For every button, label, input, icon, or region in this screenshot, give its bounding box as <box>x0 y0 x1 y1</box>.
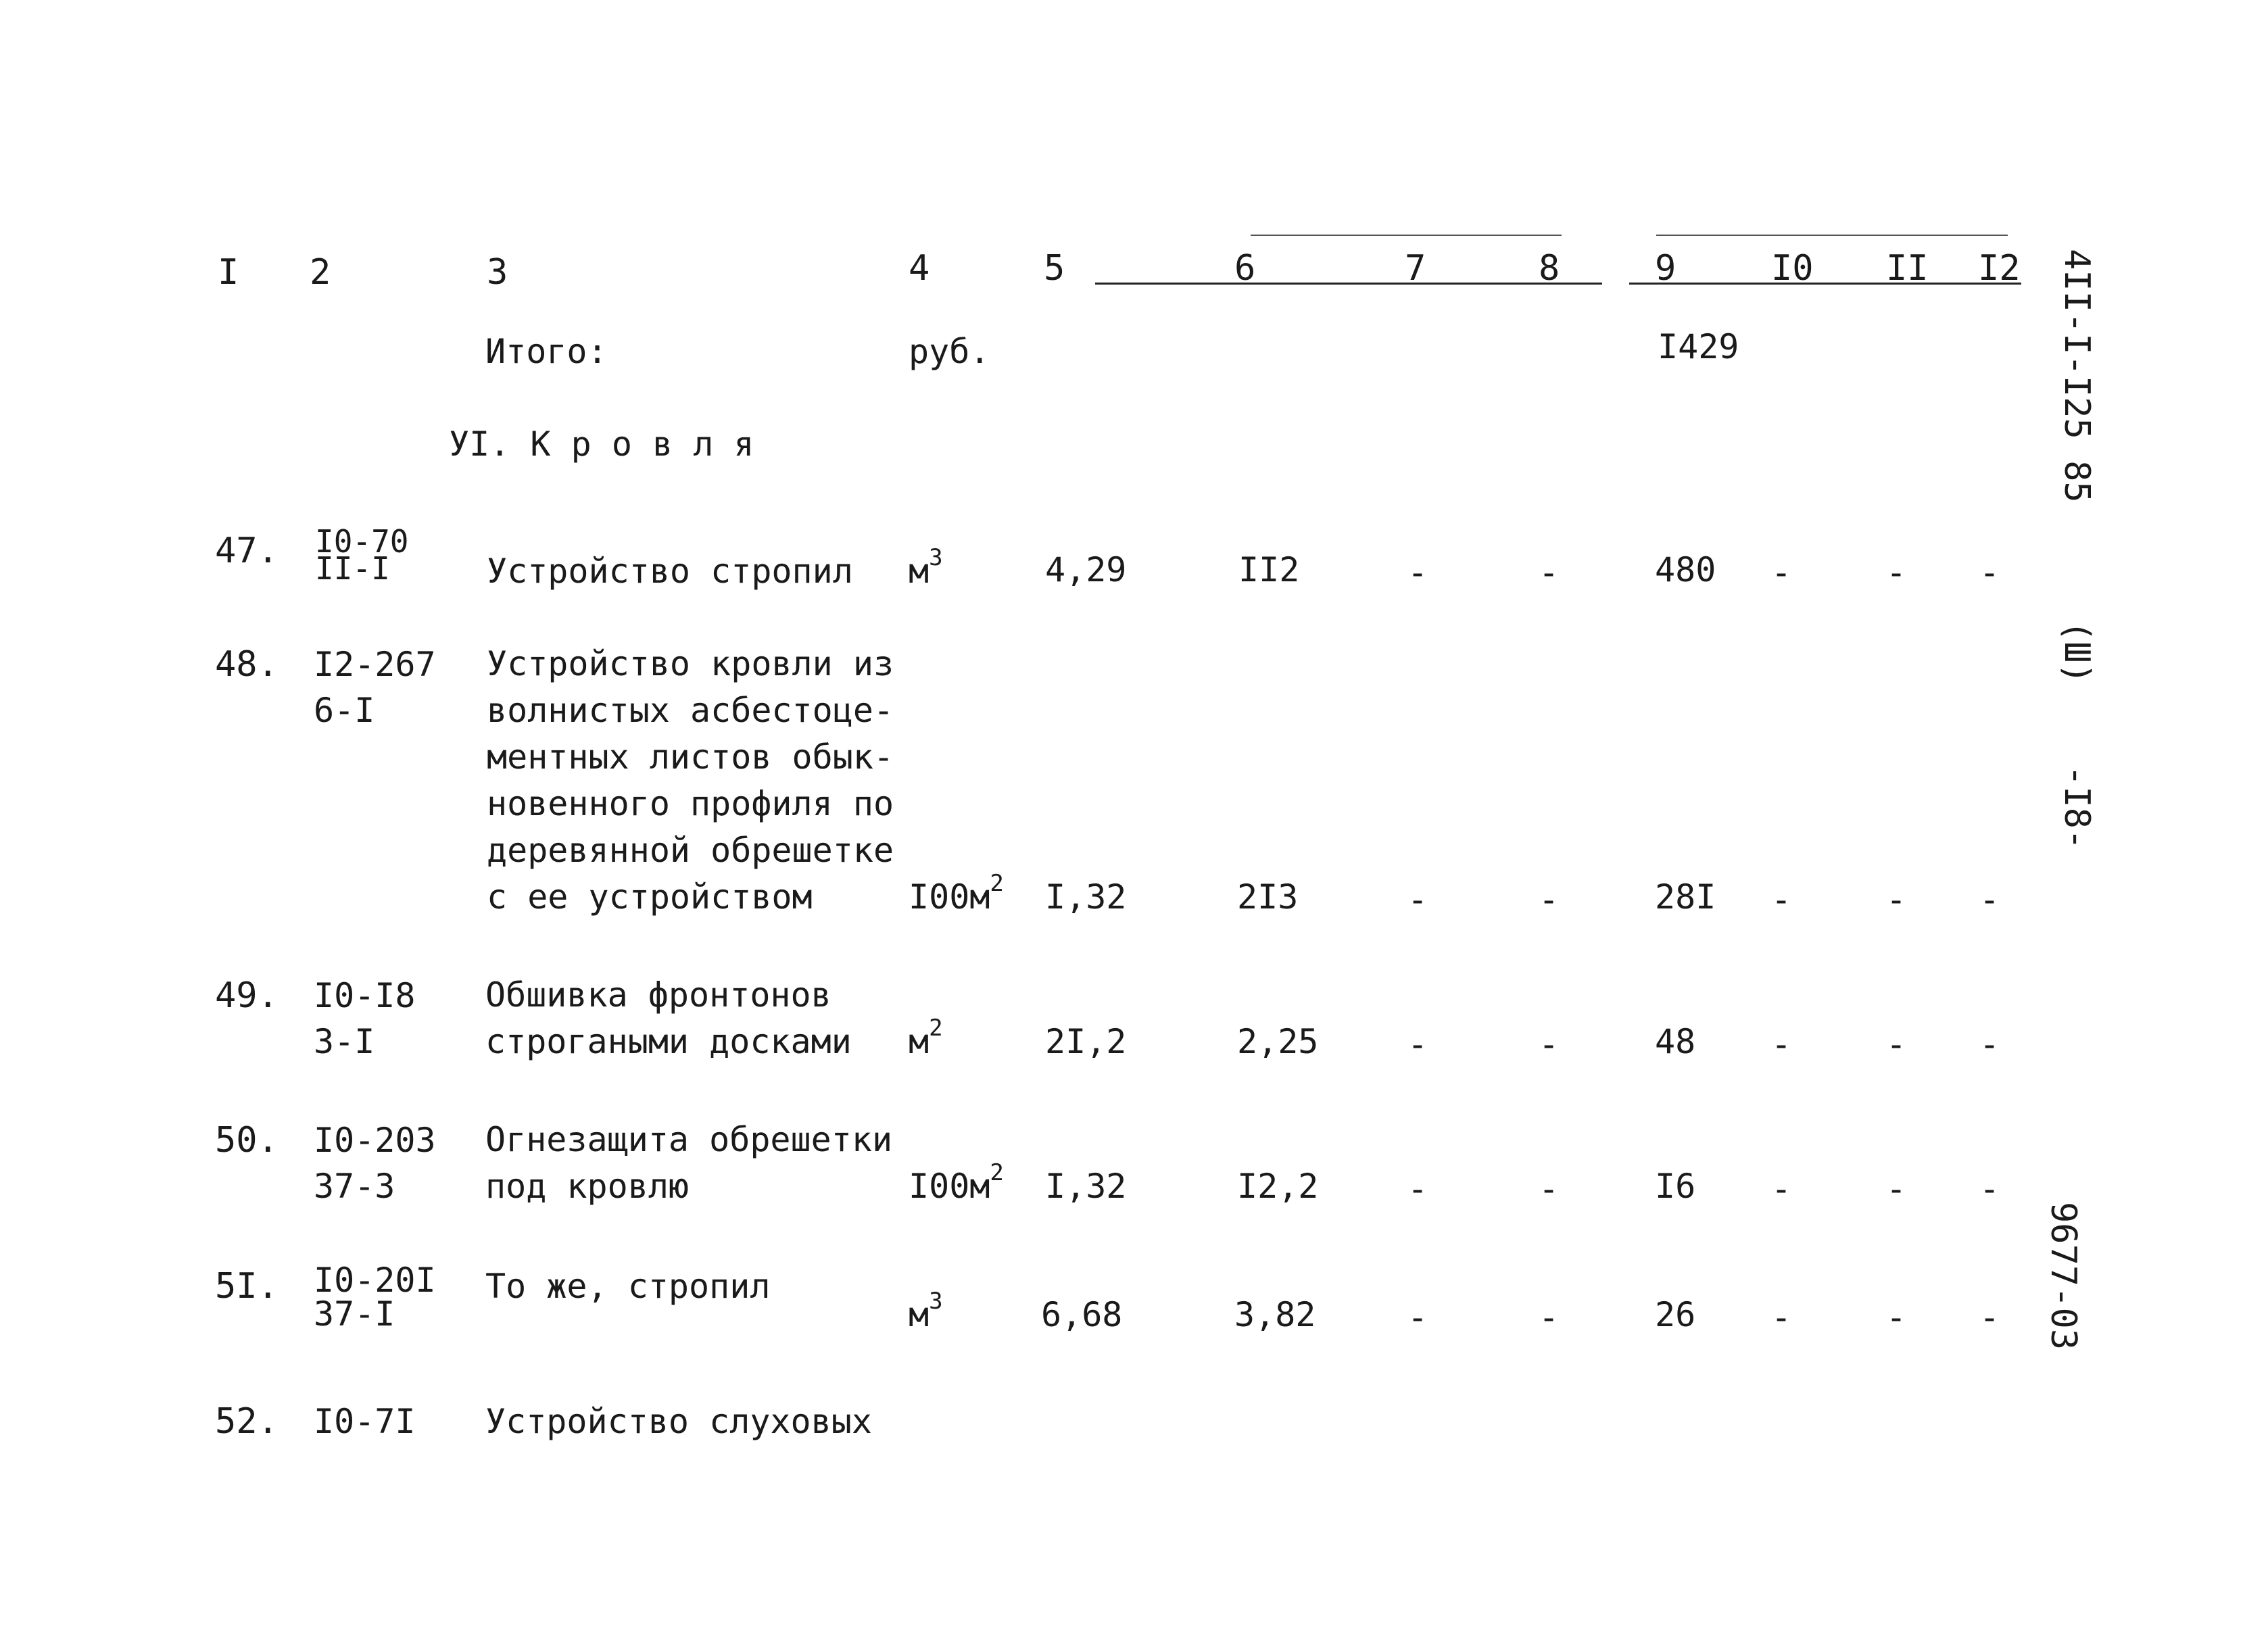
header-rule-top <box>1251 235 1562 236</box>
row-col-9: 28I <box>1655 877 1716 917</box>
row-col-7: - <box>1407 553 1428 592</box>
row-quantity: I,32 <box>1045 877 1127 917</box>
col-header-10: I0 <box>1771 248 1814 289</box>
row-number: 49. <box>215 975 279 1016</box>
row-number: 5I. <box>215 1266 279 1307</box>
col-header-7: 7 <box>1405 248 1426 289</box>
row-col-11: - <box>1886 1169 1907 1209</box>
row-number: 48. <box>215 644 279 685</box>
row-code: I0-7I <box>314 1402 416 1441</box>
row-unit: $м^2$ <box>909 1015 943 1061</box>
row-code: I0-70 <box>315 523 409 560</box>
row-code-2: 37-I <box>314 1294 395 1334</box>
row-col-8: - <box>1539 1025 1560 1064</box>
row-description: Обшивка фронтонов строгаными досками <box>485 975 852 1061</box>
row-unit: $м^3$ <box>909 1288 943 1334</box>
col-header-12: I2 <box>1978 248 2021 289</box>
header-rule <box>1095 283 1602 285</box>
inventory-number-stamp: 9677-03 <box>2043 1202 2083 1351</box>
row-col-7: - <box>1407 1025 1428 1064</box>
row-col-6: 2I3 <box>1237 877 1299 917</box>
row-code-2: 3-I <box>314 1022 375 1061</box>
col-header-2: 2 <box>310 252 331 293</box>
row-quantity: I,32 <box>1045 1167 1127 1206</box>
header-rule-right <box>1629 283 2021 285</box>
row-col-10: - <box>1771 1169 1792 1209</box>
album-stamp: (Ш) <box>2056 621 2097 684</box>
row-code: I0-I8 <box>314 976 416 1015</box>
row-col-10: - <box>1771 1298 1792 1337</box>
header-rule-top-right <box>1656 235 2008 236</box>
col-header-3: 3 <box>487 252 508 293</box>
row-unit: $I00м^2$ <box>909 870 1004 917</box>
row-description: Устройство слуховых <box>485 1402 872 1441</box>
row-col-7: - <box>1407 1298 1428 1337</box>
row-col-10: - <box>1771 880 1792 919</box>
row-col-11: - <box>1886 1025 1907 1064</box>
row-col-10: - <box>1771 553 1792 592</box>
row-col-12: - <box>1979 880 2000 919</box>
total-value: I429 <box>1658 327 1739 366</box>
row-col-9: 26 <box>1655 1295 1696 1334</box>
col-header-9: 9 <box>1655 248 1676 289</box>
row-number: 50. <box>215 1120 279 1161</box>
row-description: Огнезащита обрешетки под кровлю <box>485 1120 893 1206</box>
row-col-7: - <box>1407 880 1428 919</box>
row-unit: $I00м^2$ <box>909 1159 1004 1206</box>
col-header-5: 5 <box>1044 248 1065 289</box>
row-quantity: 2I,2 <box>1045 1022 1127 1061</box>
row-col-11: - <box>1886 880 1907 919</box>
col-header-8: 8 <box>1539 248 1560 289</box>
row-col-12: - <box>1979 1025 2000 1064</box>
page-number-stamp: -I8- <box>2056 765 2097 850</box>
row-col-11: - <box>1886 553 1907 592</box>
row-col-8: - <box>1539 880 1560 919</box>
row-col-7: - <box>1407 1169 1428 1209</box>
row-code-2: 37-3 <box>314 1167 395 1206</box>
row-col-8: - <box>1539 553 1560 592</box>
row-description: Устройство кровли из волнистых асбестоце- ментных листов обык- новенного профиля по деревянной обрешетке с ее устройством <box>487 644 894 917</box>
row-col-9: 480 <box>1655 550 1716 589</box>
row-col-6: I2,2 <box>1237 1167 1319 1206</box>
row-col-8: - <box>1539 1169 1560 1209</box>
row-quantity: 6,68 <box>1041 1295 1123 1334</box>
row-number: 47. <box>215 531 279 571</box>
row-col-9: 48 <box>1655 1022 1696 1061</box>
row-code: I2-267 <box>314 645 436 684</box>
section-title: УI. К р о в л я <box>449 424 754 464</box>
row-col-12: - <box>1979 553 2000 592</box>
row-col-11: - <box>1886 1298 1907 1337</box>
row-description: То же, стропил <box>485 1267 771 1306</box>
row-code-2: 6-I <box>314 691 375 730</box>
col-header-4: 4 <box>909 248 930 289</box>
row-col-6: II2 <box>1238 550 1300 589</box>
row-col-10: - <box>1771 1025 1792 1064</box>
total-label: Итого: <box>485 332 608 371</box>
row-description: Устройство стропил <box>487 552 853 591</box>
row-col-12: - <box>1979 1298 2000 1337</box>
row-code: I0-20I <box>314 1261 436 1300</box>
col-header-6: 6 <box>1234 248 1256 289</box>
doc-code-stamp: 4II-I-I25 85 <box>2056 249 2097 503</box>
row-col-6: 2,25 <box>1237 1022 1319 1061</box>
row-col-6: 3,82 <box>1234 1295 1316 1334</box>
row-col-8: - <box>1539 1298 1560 1337</box>
row-number: 52. <box>215 1401 279 1442</box>
col-header-1: I <box>218 252 239 293</box>
row-col-9: I6 <box>1655 1167 1696 1206</box>
row-code: I0-203 <box>314 1121 436 1160</box>
row-quantity: 4,29 <box>1045 550 1127 589</box>
row-unit: $м^3$ <box>909 544 943 591</box>
total-unit: руб. <box>909 332 990 371</box>
row-code-2: II-I <box>315 550 390 587</box>
row-col-12: - <box>1979 1169 2000 1209</box>
col-header-11: II <box>1886 248 1929 289</box>
